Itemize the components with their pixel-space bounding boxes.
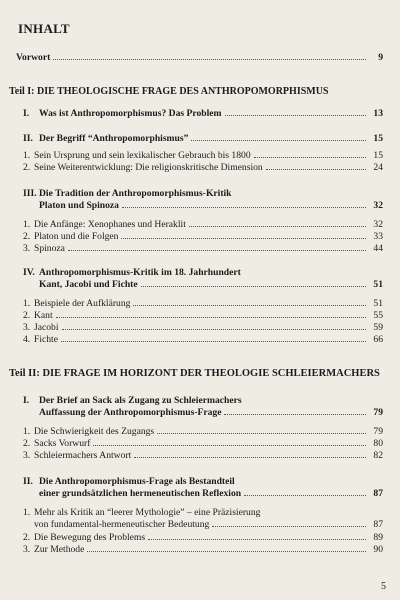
toc-section-line1: IV. Anthropomorphismus-Kritik im 18. Jahrhundert: [23, 267, 241, 278]
toc-section: Kant, Jacobi und Fichte 51: [39, 279, 383, 290]
toc-section-line1: II. Die Anthropomorphismus-Frage als Bestandteil: [23, 476, 235, 487]
toc-subentry: 2. Die Bewegung des Problems 89: [23, 532, 383, 543]
toc-subentry: 1. Die Schwierigkeit des Zugangs 79: [23, 426, 383, 437]
toc-subentry: 4. Fichte 66: [23, 334, 383, 345]
toc-subentry: von fundamental-hermeneutischer Bedeutung 87: [34, 519, 383, 530]
part-title: Teil II: DIE FRAGE IM HORIZONT DER THEOLOGIE SCHLEIERMACHERS: [9, 368, 380, 379]
toc-section: Auffassung der Anthropomorphismus-Frage 79: [39, 407, 383, 418]
page-number: 5: [381, 581, 386, 592]
toc-subentry: 3. Jacobi 59: [23, 322, 383, 333]
toc-subentry: 1. Mehr als Kritik an “leerer Mythologie” – eine Präzisierung: [23, 507, 261, 518]
toc-section: I. Was ist Anthropomorphismus? Das Problem 13: [23, 108, 383, 119]
toc-subentry: 1. Die Anfänge: Xenophanes und Heraklit 32: [23, 219, 383, 230]
part-title: Teil I: DIE THEOLOGISCHE FRAGE DES ANTHROPOMORPHISMUS: [9, 86, 329, 97]
toc-section: einer grundsätzlichen hermeneutischen Reflexion 87: [39, 488, 383, 499]
toc-subentry: 2. Kant 55: [23, 310, 383, 321]
toc-subentry: 3. Schleiermachers Antwort 82: [23, 450, 383, 461]
toc-subentry: 2. Platon und die Folgen 33: [23, 231, 383, 242]
toc-subentry: 1. Beispiele der Aufklärung 51: [23, 298, 383, 309]
toc-section-line1: I. Der Brief an Sack als Zugang zu Schleiermachers: [23, 395, 242, 406]
toc-subentry: 3. Zur Methode 90: [23, 544, 383, 555]
toc-section: Platon und Spinoza 32: [39, 200, 383, 211]
toc-subentry: 3. Spinoza 44: [23, 243, 383, 254]
toc-subentry: 2. Sacks Vorwurf 80: [23, 438, 383, 449]
toc-entry-vorwort: Vorwort 9: [16, 52, 383, 63]
toc-subentry: 1. Sein Ursprung und sein lexikalischer Gebrauch bis 1800 15: [23, 150, 383, 161]
toc-heading: INHALT: [18, 21, 70, 36]
toc-subentry: 2. Seine Weiterentwicklung: Die religionskritische Dimension 24: [23, 162, 383, 173]
toc-section: II. Der Begriff “Anthropomorphismus” 15: [23, 133, 383, 144]
toc-section-line1: III. Die Tradition der Anthropomorphismus-Kritik: [23, 188, 232, 199]
